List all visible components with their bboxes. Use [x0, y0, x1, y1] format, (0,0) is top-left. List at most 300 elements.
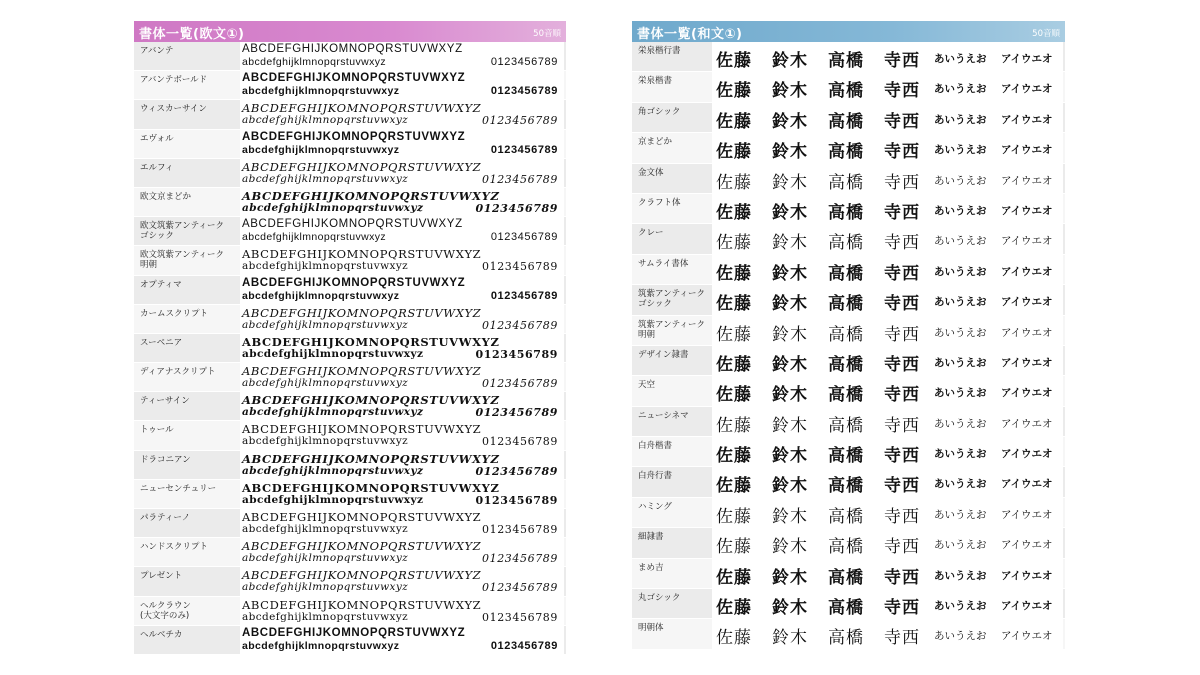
uppercase-sample: ABCDEFGHIJKOMNOPQRSTUVWXYZ	[242, 451, 500, 466]
hiragana-sample: あいうえお	[934, 83, 987, 96]
font-row	[134, 42, 566, 71]
uppercase-sample: ABCDEFGHIJKOMNOPQRSTUVWXYZ	[242, 72, 466, 85]
font-sample	[712, 589, 1063, 618]
uppercase-sample: ABCDEFGHIJKOMNOPQRSTUVWXYZ	[242, 422, 482, 437]
font-name: スーベニア	[140, 337, 183, 348]
lowercase-sample: abcdefghijklmnopqrstuvwxyz	[242, 56, 387, 68]
kanji-sample: 鈴木	[772, 233, 808, 254]
katakana-sample: アイウエオ	[1001, 448, 1053, 461]
hiragana-sample: あいうえお	[934, 600, 987, 613]
hiragana-sample: あいうえお	[934, 417, 987, 430]
hiragana-sample: あいうえお	[934, 356, 987, 369]
digits-sample: 0123456789	[482, 260, 558, 274]
uppercase-sample: ABCDEFGHIJKOMNOPQRSTUVWXYZ	[242, 247, 482, 262]
digits-sample: 0123456789	[475, 406, 558, 420]
kanji-sample: 鈴木	[772, 598, 808, 619]
hiragana-sample: あいうえお	[934, 326, 987, 339]
font-sample	[240, 509, 564, 537]
font-row	[134, 246, 566, 275]
kanji-sample: 寺西	[884, 476, 920, 497]
kanji-sample: 高橋	[828, 537, 864, 558]
font-row	[134, 276, 566, 305]
font-sample	[712, 467, 1063, 496]
kanji-sample: 佐藤	[716, 628, 752, 649]
font-sample	[240, 100, 564, 128]
kanji-sample: 高橋	[828, 506, 864, 527]
font-row	[134, 305, 566, 334]
kanji-sample: 鈴木	[772, 415, 808, 436]
uppercase-sample: ABCDEFGHIJKOMNOPQRSTUVWXYZ	[242, 568, 482, 583]
japanese-font-panel	[632, 21, 1065, 650]
font-row	[632, 133, 1065, 163]
kanji-sample: 高橋	[828, 172, 864, 193]
font-sample	[240, 71, 564, 99]
kanji-sample: 高橋	[828, 294, 864, 315]
font-row	[134, 597, 566, 626]
katakana-sample: アイウエオ	[1001, 113, 1053, 126]
katakana-sample: アイウエオ	[1001, 478, 1053, 491]
font-sample	[240, 246, 564, 274]
hiragana-sample: あいうえお	[934, 235, 987, 248]
lowercase-sample: abcdefghijklmnopqrstuvwxyz	[242, 114, 409, 127]
uppercase-sample: ABCDEFGHIJKOMNOPQRSTUVWXYZ	[242, 130, 466, 143]
kanji-sample: 寺西	[884, 415, 920, 436]
font-sample	[240, 188, 564, 216]
katakana-sample: アイウエオ	[1001, 204, 1053, 217]
font-sample	[240, 276, 564, 304]
kanji-sample: 佐藤	[716, 506, 752, 527]
kanji-sample: 寺西	[884, 233, 920, 254]
font-row	[632, 72, 1065, 102]
font-name: クラフト体	[638, 197, 681, 208]
uppercase-sample: ABCDEFGHIJKOMNOPQRSTUVWXYZ	[242, 43, 463, 55]
font-name: 角ゴシック	[638, 106, 681, 117]
kanji-sample: 佐藤	[716, 51, 752, 71]
font-sample	[240, 626, 564, 654]
font-name: プレゼント	[140, 571, 183, 582]
font-row	[632, 224, 1065, 254]
uppercase-sample: ABCDEFGHIJKOMNOPQRSTUVWXYZ	[242, 188, 500, 203]
kanji-sample: 佐藤	[716, 324, 752, 345]
kanji-sample: 寺西	[884, 537, 920, 558]
font-row	[632, 619, 1065, 649]
font-row	[134, 363, 566, 392]
uppercase-sample: ABCDEFGHIJKOMNOPQRSTUVWXYZ	[242, 305, 482, 320]
uppercase-sample: ABCDEFGHIJKOMNOPQRSTUVWXYZ	[242, 626, 466, 639]
font-sample	[712, 194, 1063, 223]
font-sample	[712, 255, 1063, 284]
font-name: ハミング	[638, 501, 672, 512]
kanji-sample: 鈴木	[772, 324, 808, 345]
hiragana-sample: あいうえお	[934, 53, 987, 65]
font-name: エヴォル	[140, 133, 174, 144]
lowercase-sample: abcdefghijklmnopqrstuvwxyz	[242, 406, 424, 419]
hiragana-sample: あいうえお	[934, 204, 987, 217]
font-row	[134, 538, 566, 567]
kanji-sample: 佐藤	[716, 172, 752, 193]
digits-sample: 0123456789	[490, 56, 558, 68]
kanji-sample: 寺西	[884, 263, 920, 284]
kanji-sample: 寺西	[884, 81, 920, 102]
font-row	[632, 528, 1065, 558]
katakana-sample: アイウエオ	[1001, 53, 1053, 65]
kanji-sample: 佐藤	[716, 446, 752, 467]
kanji-sample: 高橋	[828, 354, 864, 375]
font-name: 丸ゴシック	[638, 593, 681, 604]
uppercase-sample: ABCDEFGHIJKOMNOPQRSTUVWXYZ	[242, 218, 463, 231]
lowercase-sample: abcdefghijklmnopqrstuvwxyz	[242, 464, 424, 477]
font-name: トゥール	[140, 425, 174, 436]
font-row	[134, 188, 566, 217]
kanji-sample: 佐藤	[716, 476, 752, 497]
kanji-sample: 佐藤	[716, 233, 752, 254]
kanji-sample: 寺西	[884, 324, 920, 345]
digits-sample: 0123456789	[490, 143, 558, 156]
kanji-sample: 寺西	[884, 354, 920, 375]
kanji-sample: 高橋	[828, 415, 864, 436]
font-name: ティーサイン	[140, 396, 190, 407]
font-sample	[240, 421, 564, 449]
uppercase-sample: ABCDEFGHIJKOMNOPQRSTUVWXYZ	[242, 334, 500, 349]
japanese-sort-label: 50音順	[1032, 29, 1060, 39]
kanji-sample: 佐藤	[716, 354, 752, 375]
uppercase-sample: ABCDEFGHIJKOMNOPQRSTUVWXYZ	[242, 159, 482, 174]
digits-sample: 0123456789	[482, 552, 558, 566]
font-name: 細隷書	[638, 532, 664, 543]
font-sample	[712, 559, 1063, 588]
kanji-sample: 鈴木	[772, 172, 808, 193]
lowercase-sample: abcdefghijklmnopqrstuvwxyz	[242, 552, 409, 565]
uppercase-sample: ABCDEFGHIJKOMNOPQRSTUVWXYZ	[242, 364, 482, 379]
kanji-sample: 佐藤	[716, 202, 752, 223]
font-name: ドラコニアン	[140, 454, 191, 465]
font-sample	[240, 480, 564, 508]
kanji-sample: 高橋	[828, 628, 864, 649]
lowercase-sample: abcdefghijklmnopqrstuvwxyz	[242, 85, 400, 98]
font-name: オプティマ	[140, 279, 182, 290]
font-name: 欧文筑紫アンティーク 明朝	[140, 250, 224, 271]
katakana-sample: アイウエオ	[1001, 417, 1053, 430]
font-row	[632, 437, 1065, 467]
font-sample	[712, 72, 1063, 101]
katakana-sample: アイウエオ	[1001, 296, 1053, 309]
font-name: ニューセンチュリー	[140, 483, 217, 494]
font-row	[632, 42, 1065, 72]
lowercase-sample: abcdefghijklmnopqrstuvwxyz	[242, 610, 409, 623]
font-name: ハンドスクリプト	[140, 542, 208, 553]
font-name: アバンテ	[140, 46, 174, 56]
hiragana-sample: あいうえお	[934, 630, 987, 643]
hiragana-sample: あいうえお	[934, 296, 987, 309]
kanji-sample: 佐藤	[716, 385, 752, 406]
lowercase-sample: abcdefghijklmnopqrstuvwxyz	[242, 523, 409, 535]
font-sample	[240, 42, 564, 70]
digits-sample: 0123456789	[482, 377, 558, 391]
kanji-sample: 寺西	[884, 446, 920, 467]
kanji-sample: 高橋	[828, 51, 864, 71]
katakana-sample: アイウエオ	[1001, 356, 1053, 369]
lowercase-sample: abcdefghijklmnopqrstuvwxyz	[242, 201, 424, 214]
digits-sample: 0123456789	[490, 231, 558, 244]
kanji-sample: 鈴木	[772, 567, 808, 588]
font-row	[632, 407, 1065, 437]
kanji-sample: 佐藤	[716, 415, 752, 436]
font-sample	[240, 538, 564, 566]
font-sample	[240, 305, 564, 333]
katakana-sample: アイウエオ	[1001, 265, 1053, 278]
font-name: 栄泉楷書	[638, 76, 673, 87]
kanji-sample: 高橋	[828, 385, 864, 406]
font-row	[134, 451, 566, 480]
western-panel-header	[134, 21, 566, 42]
lowercase-sample: abcdefghijklmnopqrstuvwxyz	[242, 143, 400, 156]
lowercase-sample: abcdefghijklmnopqrstuvwxyz	[242, 318, 409, 331]
katakana-sample: アイウエオ	[1001, 630, 1053, 643]
font-row	[632, 589, 1065, 619]
kanji-sample: 鈴木	[772, 537, 808, 558]
font-name: ニューシネマ	[638, 410, 689, 421]
font-name: 京まどか	[638, 137, 673, 148]
uppercase-sample: ABCDEFGHIJKOMNOPQRSTUVWXYZ	[242, 393, 500, 408]
kanji-sample: 鈴木	[772, 202, 808, 223]
uppercase-sample: ABCDEFGHIJKOMNOPQRSTUVWXYZ	[242, 510, 482, 524]
kanji-sample: 寺西	[884, 202, 920, 223]
font-row	[134, 130, 566, 159]
kanji-sample: 鈴木	[772, 263, 808, 284]
font-name: クレー	[638, 228, 664, 239]
katakana-sample: アイウエオ	[1001, 569, 1053, 582]
font-sample	[240, 217, 564, 245]
western-font-panel	[134, 21, 566, 655]
digits-sample: 0123456789	[482, 318, 558, 332]
font-name: 金文体	[638, 167, 664, 178]
digits-sample: 0123456789	[490, 289, 558, 302]
hiragana-sample: あいうえお	[934, 265, 987, 278]
digits-sample: 0123456789	[475, 493, 558, 507]
japanese-panel-title: 書体一覧(和文①)	[637, 27, 743, 42]
font-row	[632, 316, 1065, 346]
kanji-sample: 寺西	[884, 51, 920, 71]
kanji-sample: 寺西	[884, 294, 920, 315]
kanji-sample: 高橋	[828, 598, 864, 619]
katakana-sample: アイウエオ	[1001, 235, 1053, 248]
lowercase-sample: abcdefghijklmnopqrstuvwxyz	[242, 493, 424, 506]
font-name: エルフィ	[140, 162, 174, 173]
kanji-sample: 寺西	[884, 598, 920, 619]
hiragana-sample: あいうえお	[934, 387, 987, 400]
font-sample	[712, 133, 1063, 162]
digits-sample: 0123456789	[490, 639, 558, 652]
font-sample	[240, 392, 564, 420]
font-sample	[240, 597, 564, 625]
uppercase-sample: ABCDEFGHIJKOMNOPQRSTUVWXYZ	[242, 101, 482, 116]
digits-sample: 0123456789	[475, 201, 558, 215]
font-sample	[240, 567, 564, 595]
kanji-sample: 佐藤	[716, 111, 752, 132]
katakana-sample: アイウエオ	[1001, 83, 1053, 96]
kanji-sample: 鈴木	[772, 142, 808, 163]
font-name: 白舟行書	[638, 471, 673, 482]
font-row	[134, 392, 566, 421]
font-name: パラティーノ	[140, 513, 191, 523]
font-name: サムライ書体	[638, 258, 689, 269]
font-name: 天空	[638, 380, 656, 391]
kanji-sample: 佐藤	[716, 263, 752, 284]
lowercase-sample: abcdefghijklmnopqrstuvwxyz	[242, 289, 400, 302]
font-sample	[712, 619, 1063, 648]
digits-sample: 0123456789	[482, 172, 558, 186]
font-row	[632, 194, 1065, 224]
kanji-sample: 鈴木	[772, 111, 808, 132]
font-name: 欧文筑紫アンティーク ゴシック	[140, 221, 224, 242]
font-sample	[712, 224, 1063, 253]
kanji-sample: 寺西	[884, 567, 920, 588]
digits-sample: 0123456789	[482, 610, 558, 624]
katakana-sample: アイウエオ	[1001, 144, 1053, 157]
font-name: 栄泉楷行書	[638, 46, 681, 56]
font-sample	[240, 159, 564, 187]
font-sample	[240, 451, 564, 479]
font-row	[632, 498, 1065, 528]
kanji-sample: 高橋	[828, 446, 864, 467]
kanji-sample: 寺西	[884, 142, 920, 163]
digits-sample: 0123456789	[482, 523, 558, 536]
kanji-sample: 高橋	[828, 142, 864, 163]
digits-sample: 0123456789	[482, 581, 558, 595]
font-row	[632, 164, 1065, 194]
font-name: ディアナスクリプト	[140, 367, 216, 378]
font-row	[632, 559, 1065, 589]
font-row	[134, 480, 566, 509]
kanji-sample: 鈴木	[772, 294, 808, 315]
kanji-sample: 寺西	[884, 628, 920, 649]
kanji-sample: 高橋	[828, 233, 864, 254]
font-row	[134, 100, 566, 129]
hiragana-sample: あいうえお	[934, 478, 987, 491]
kanji-sample: 鈴木	[772, 354, 808, 375]
font-sample	[712, 528, 1063, 557]
digits-sample: 0123456789	[475, 347, 558, 361]
kanji-sample: 高橋	[828, 567, 864, 588]
font-sample	[712, 437, 1063, 466]
hiragana-sample: あいうえお	[934, 569, 987, 582]
kanji-sample: 佐藤	[716, 598, 752, 619]
hiragana-sample: あいうえお	[934, 113, 987, 126]
font-name: アバンテボールド	[140, 75, 208, 86]
hiragana-sample: あいうえお	[934, 144, 987, 157]
katakana-sample: アイウエオ	[1001, 508, 1053, 521]
font-sample	[240, 334, 564, 362]
lowercase-sample: abcdefghijklmnopqrstuvwxyz	[242, 377, 409, 390]
font-sample	[240, 130, 564, 158]
kanji-sample: 鈴木	[772, 476, 808, 497]
font-sample	[712, 346, 1063, 375]
kanji-sample: 高橋	[828, 263, 864, 284]
font-name: 筑紫アンティーク 明朝	[638, 319, 705, 340]
kanji-sample: 佐藤	[716, 537, 752, 558]
kanji-sample: 寺西	[884, 111, 920, 132]
kanji-sample: 寺西	[884, 385, 920, 406]
font-name: ウィスカーサイン	[140, 104, 207, 115]
kanji-sample: 寺西	[884, 172, 920, 193]
uppercase-sample: ABCDEFGHIJKOMNOPQRSTUVWXYZ	[242, 480, 500, 495]
font-row	[632, 346, 1065, 376]
lowercase-sample: abcdefghijklmnopqrstuvwxyz	[242, 639, 400, 652]
lowercase-sample: abcdefghijklmnopqrstuvwxyz	[242, 435, 409, 448]
kanji-sample: 鈴木	[772, 51, 808, 71]
western-panel-title: 書体一覧(欧文①)	[139, 27, 245, 42]
katakana-sample: アイウエオ	[1001, 174, 1053, 187]
kanji-sample: 高橋	[828, 476, 864, 497]
digits-sample: 0123456789	[475, 464, 558, 478]
digits-sample: 0123456789	[482, 435, 558, 449]
font-name: デザイン隷書	[638, 349, 689, 360]
font-name: 明朝体	[638, 623, 664, 634]
katakana-sample: アイウエオ	[1001, 600, 1053, 613]
kanji-sample: 寺西	[884, 506, 920, 527]
kanji-sample: 佐藤	[716, 567, 752, 588]
font-sample	[712, 285, 1063, 314]
font-name: 欧文京まどか	[140, 191, 192, 202]
kanji-sample: 高橋	[828, 81, 864, 102]
kanji-sample: 高橋	[828, 202, 864, 223]
japanese-font-list	[632, 42, 1065, 650]
font-sample	[712, 103, 1063, 132]
lowercase-sample: abcdefghijklmnopqrstuvwxyz	[242, 581, 409, 594]
font-row	[632, 285, 1065, 315]
hiragana-sample: あいうえお	[934, 539, 987, 552]
font-row	[134, 71, 566, 100]
kanji-sample: 鈴木	[772, 628, 808, 649]
font-sample	[712, 164, 1063, 193]
font-name: ヘルクラウン (大文字のみ)	[140, 600, 191, 621]
font-row	[134, 421, 566, 450]
font-sample	[712, 42, 1063, 71]
kanji-sample: 鈴木	[772, 446, 808, 467]
font-row	[632, 103, 1065, 133]
lowercase-sample: abcdefghijklmnopqrstuvwxyz	[242, 172, 409, 185]
lowercase-sample: abcdefghijklmnopqrstuvwxyz	[242, 231, 387, 244]
font-row	[134, 334, 566, 363]
kanji-sample: 鈴木	[772, 506, 808, 527]
font-sample	[712, 407, 1063, 436]
kanji-sample: 佐藤	[716, 142, 752, 163]
hiragana-sample: あいうえお	[934, 448, 987, 461]
uppercase-sample: ABCDEFGHIJKOMNOPQRSTUVWXYZ	[242, 276, 466, 289]
western-sort-label: 50音順	[533, 29, 561, 39]
font-row	[134, 567, 566, 596]
font-name: 筑紫アンティーク ゴシック	[638, 289, 705, 310]
font-row	[134, 159, 566, 188]
japanese-panel-header	[632, 21, 1065, 42]
font-name: まめ吉	[638, 562, 664, 573]
kanji-sample: 鈴木	[772, 385, 808, 406]
lowercase-sample: abcdefghijklmnopqrstuvwxyz	[242, 260, 409, 273]
font-name: カームスクリプト	[140, 308, 209, 319]
kanji-sample: 佐藤	[716, 81, 752, 102]
font-row	[632, 255, 1065, 285]
font-sample	[712, 376, 1063, 405]
font-row	[134, 509, 566, 538]
kanji-sample: 佐藤	[716, 294, 752, 315]
font-name: ヘルベチカ	[140, 629, 183, 640]
font-name: 白舟楷書	[638, 441, 673, 452]
katakana-sample: アイウエオ	[1001, 539, 1053, 552]
font-row	[134, 626, 566, 655]
lowercase-sample: abcdefghijklmnopqrstuvwxyz	[242, 347, 424, 360]
kanji-sample: 鈴木	[772, 81, 808, 102]
digits-sample: 0123456789	[490, 85, 558, 98]
